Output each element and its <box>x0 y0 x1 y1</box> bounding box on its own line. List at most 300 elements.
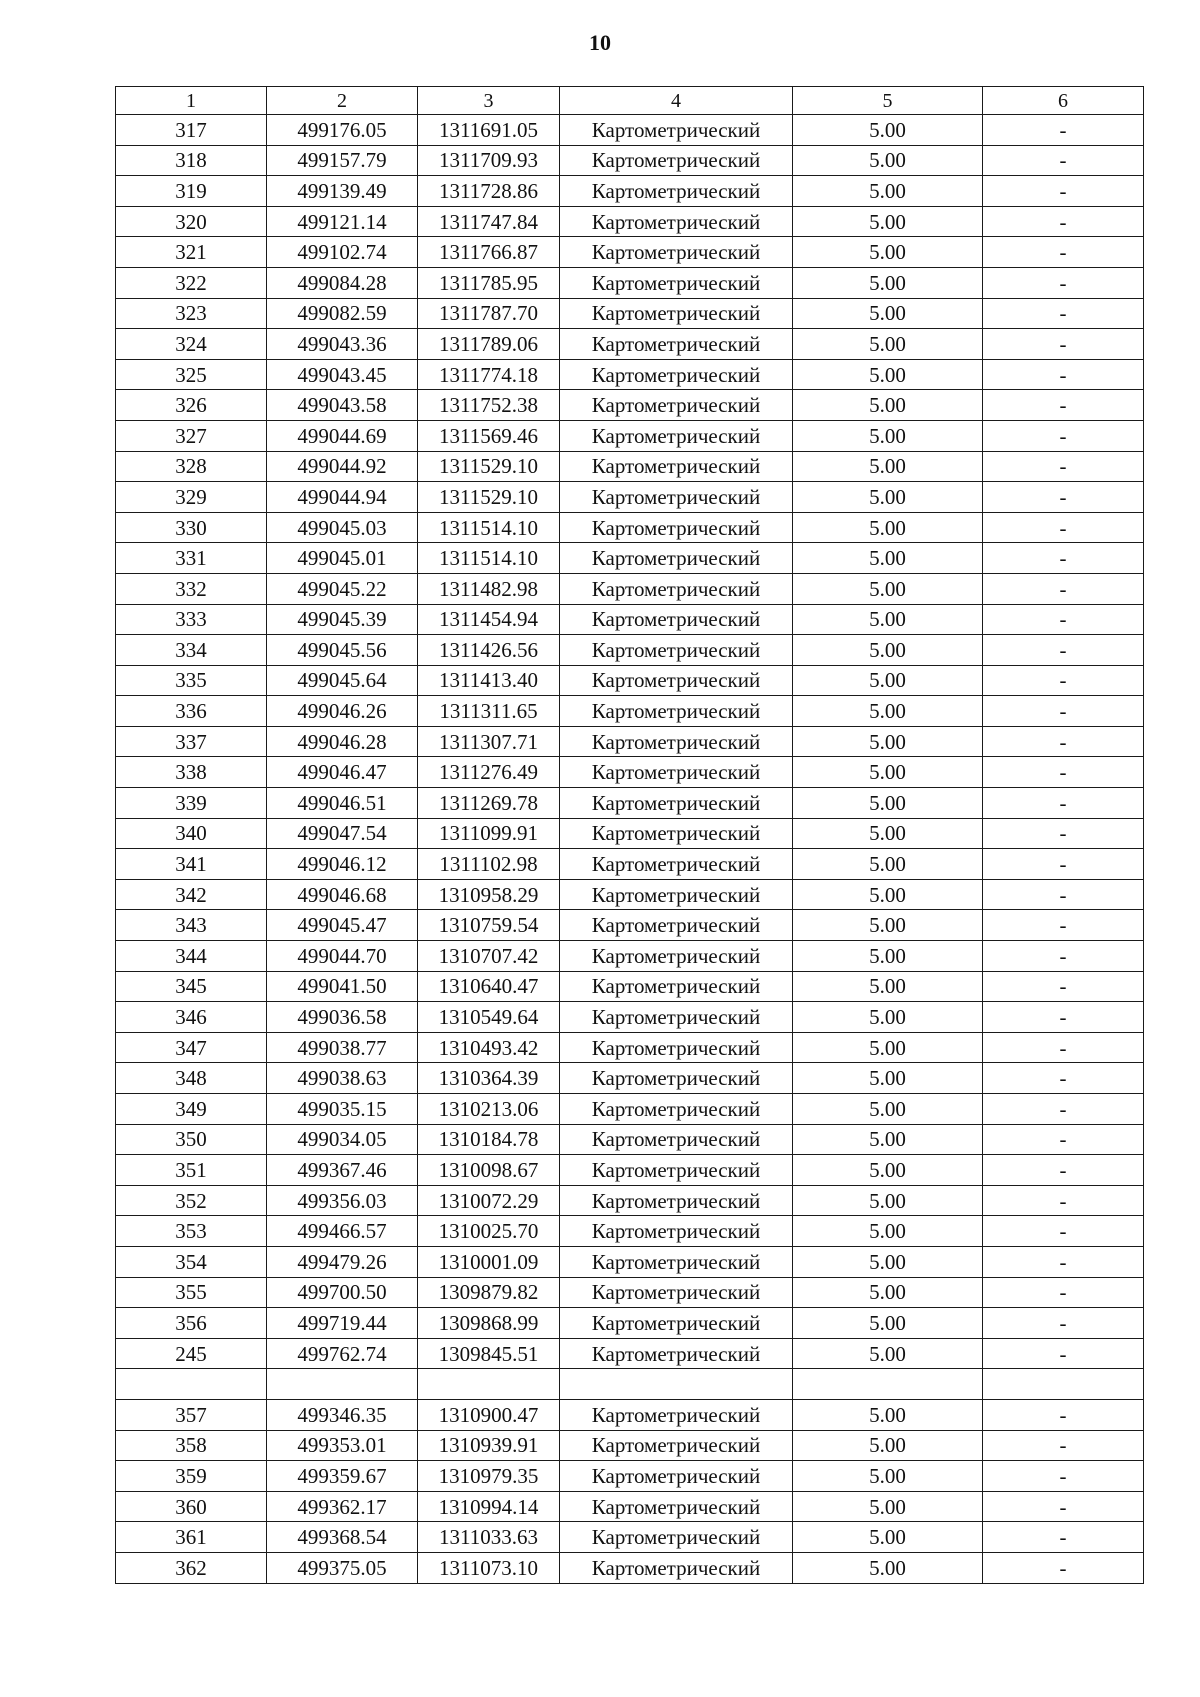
description-cell: - <box>983 879 1144 910</box>
point-number-cell: 359 <box>116 1461 267 1492</box>
y-coordinate-cell: 1311709.93 <box>418 145 560 176</box>
method-cell: Картометрический <box>560 604 793 635</box>
x-coordinate-cell: 499045.01 <box>267 543 418 574</box>
table-row <box>116 818 1144 849</box>
description-cell: - <box>983 1032 1144 1063</box>
table-row <box>116 1094 1144 1125</box>
method-cell <box>560 1369 793 1400</box>
point-number-cell: 354 <box>116 1246 267 1277</box>
description-cell: - <box>983 665 1144 696</box>
accuracy-cell: 5.00 <box>793 573 983 604</box>
accuracy-cell <box>793 1369 983 1400</box>
point-number-cell: 328 <box>116 451 267 482</box>
accuracy-cell: 5.00 <box>793 206 983 237</box>
x-coordinate-cell: 499121.14 <box>267 206 418 237</box>
method-cell: Картометрический <box>560 451 793 482</box>
accuracy-cell: 5.00 <box>793 390 983 421</box>
x-coordinate-cell <box>267 1369 418 1400</box>
point-number-cell: 353 <box>116 1216 267 1247</box>
point-number-cell: 355 <box>116 1277 267 1308</box>
accuracy-cell: 5.00 <box>793 1308 983 1339</box>
y-coordinate-cell: 1310958.29 <box>418 879 560 910</box>
accuracy-cell: 5.00 <box>793 1155 983 1186</box>
method-cell: Картометрический <box>560 1399 793 1430</box>
x-coordinate-cell: 499044.92 <box>267 451 418 482</box>
table-row <box>116 1430 1144 1461</box>
x-coordinate-cell: 499038.63 <box>267 1063 418 1094</box>
x-coordinate-cell: 499359.67 <box>267 1461 418 1492</box>
header-row <box>116 87 1144 115</box>
description-cell: - <box>983 1308 1144 1339</box>
point-number-cell: 345 <box>116 971 267 1002</box>
column-header-4: 4 <box>560 87 793 115</box>
y-coordinate-cell: 1311413.40 <box>418 665 560 696</box>
table-row <box>116 359 1144 390</box>
x-coordinate-cell: 499102.74 <box>267 237 418 268</box>
accuracy-cell: 5.00 <box>793 1032 983 1063</box>
accuracy-cell: 5.00 <box>793 971 983 1002</box>
method-cell: Картометрический <box>560 1216 793 1247</box>
coordinates-table <box>115 86 1144 1584</box>
table-row <box>116 1338 1144 1369</box>
point-number-cell: 322 <box>116 267 267 298</box>
method-cell: Картометрический <box>560 1461 793 1492</box>
description-cell: - <box>983 543 1144 574</box>
y-coordinate-cell: 1310072.29 <box>418 1185 560 1216</box>
accuracy-cell: 5.00 <box>793 298 983 329</box>
table-row <box>116 1216 1144 1247</box>
x-coordinate-cell: 499700.50 <box>267 1277 418 1308</box>
table-row <box>116 543 1144 574</box>
table-row <box>116 390 1144 421</box>
y-coordinate-cell: 1311529.10 <box>418 482 560 513</box>
description-cell: - <box>983 115 1144 146</box>
point-number-cell: 343 <box>116 910 267 941</box>
description-cell: - <box>983 818 1144 849</box>
table-row <box>116 879 1144 910</box>
y-coordinate-cell: 1311311.65 <box>418 696 560 727</box>
table-row <box>116 145 1144 176</box>
accuracy-cell: 5.00 <box>793 543 983 574</box>
accuracy-cell: 5.00 <box>793 1063 983 1094</box>
description-cell: - <box>983 237 1144 268</box>
method-cell: Картометрический <box>560 849 793 880</box>
x-coordinate-cell: 499043.58 <box>267 390 418 421</box>
accuracy-cell: 5.00 <box>793 1461 983 1492</box>
method-cell: Картометрический <box>560 696 793 727</box>
table-row <box>116 1185 1144 1216</box>
point-number-cell: 339 <box>116 788 267 819</box>
table-body <box>116 115 1144 1584</box>
y-coordinate-cell: 1311514.10 <box>418 512 560 543</box>
method-cell: Картометрический <box>560 1185 793 1216</box>
method-cell: Картометрический <box>560 1277 793 1308</box>
point-number-cell: 342 <box>116 879 267 910</box>
accuracy-cell: 5.00 <box>793 1124 983 1155</box>
accuracy-cell: 5.00 <box>793 420 983 451</box>
method-cell: Картометрический <box>560 420 793 451</box>
y-coordinate-cell: 1311766.87 <box>418 237 560 268</box>
x-coordinate-cell: 499176.05 <box>267 115 418 146</box>
description-cell: - <box>983 451 1144 482</box>
y-coordinate-cell: 1311774.18 <box>418 359 560 390</box>
table-row <box>116 696 1144 727</box>
y-coordinate-cell: 1310939.91 <box>418 1430 560 1461</box>
method-cell: Картометрический <box>560 1338 793 1369</box>
method-cell: Картометрический <box>560 971 793 1002</box>
point-number-cell: 348 <box>116 1063 267 1094</box>
point-number-cell: 326 <box>116 390 267 421</box>
y-coordinate-cell: 1311787.70 <box>418 298 560 329</box>
y-coordinate-cell: 1310001.09 <box>418 1246 560 1277</box>
y-coordinate-cell: 1311102.98 <box>418 849 560 880</box>
x-coordinate-cell: 499034.05 <box>267 1124 418 1155</box>
y-coordinate-cell: 1311752.38 <box>418 390 560 421</box>
method-cell: Картометрический <box>560 1063 793 1094</box>
accuracy-cell: 5.00 <box>793 145 983 176</box>
accuracy-cell: 5.00 <box>793 1522 983 1553</box>
accuracy-cell: 5.00 <box>793 941 983 972</box>
point-number-cell: 350 <box>116 1124 267 1155</box>
x-coordinate-cell: 499082.59 <box>267 298 418 329</box>
description-cell: - <box>983 145 1144 176</box>
x-coordinate-cell: 499044.94 <box>267 482 418 513</box>
description-cell: - <box>983 1094 1144 1125</box>
description-cell: - <box>983 1246 1144 1277</box>
table-row <box>116 1369 1144 1400</box>
table-row <box>116 1032 1144 1063</box>
method-cell: Картометрический <box>560 1430 793 1461</box>
accuracy-cell: 5.00 <box>793 635 983 666</box>
description-cell: - <box>983 604 1144 635</box>
point-number-cell: 338 <box>116 757 267 788</box>
description-cell: - <box>983 1277 1144 1308</box>
column-header-5: 5 <box>793 87 983 115</box>
description-cell: - <box>983 512 1144 543</box>
accuracy-cell: 5.00 <box>793 879 983 910</box>
x-coordinate-cell: 499035.15 <box>267 1094 418 1125</box>
table-row <box>116 573 1144 604</box>
x-coordinate-cell: 499046.68 <box>267 879 418 910</box>
x-coordinate-cell: 499046.26 <box>267 696 418 727</box>
method-cell: Картометрический <box>560 1124 793 1155</box>
table-row <box>116 1552 1144 1583</box>
description-cell: - <box>983 1124 1144 1155</box>
y-coordinate-cell: 1311276.49 <box>418 757 560 788</box>
y-coordinate-cell: 1310184.78 <box>418 1124 560 1155</box>
description-cell: - <box>983 910 1144 941</box>
point-number-cell: 356 <box>116 1308 267 1339</box>
accuracy-cell: 5.00 <box>793 1491 983 1522</box>
y-coordinate-cell: 1311691.05 <box>418 115 560 146</box>
x-coordinate-cell: 499046.51 <box>267 788 418 819</box>
method-cell: Картометрический <box>560 390 793 421</box>
description-cell: - <box>983 1002 1144 1033</box>
description-cell: - <box>983 482 1144 513</box>
x-coordinate-cell: 499044.70 <box>267 941 418 972</box>
point-number-cell: 330 <box>116 512 267 543</box>
x-coordinate-cell: 499036.58 <box>267 1002 418 1033</box>
method-cell: Картометрический <box>560 635 793 666</box>
table-row <box>116 451 1144 482</box>
method-cell: Картометрический <box>560 298 793 329</box>
description-cell: - <box>983 298 1144 329</box>
y-coordinate-cell: 1310640.47 <box>418 971 560 1002</box>
y-coordinate-cell: 1311269.78 <box>418 788 560 819</box>
x-coordinate-cell: 499038.77 <box>267 1032 418 1063</box>
x-coordinate-cell: 499346.35 <box>267 1399 418 1430</box>
method-cell: Картометрический <box>560 267 793 298</box>
y-coordinate-cell: 1310213.06 <box>418 1094 560 1125</box>
method-cell: Картометрический <box>560 145 793 176</box>
x-coordinate-cell: 499368.54 <box>267 1522 418 1553</box>
method-cell: Картометрический <box>560 879 793 910</box>
method-cell: Картометрический <box>560 757 793 788</box>
accuracy-cell: 5.00 <box>793 267 983 298</box>
x-coordinate-cell: 499045.03 <box>267 512 418 543</box>
y-coordinate-cell: 1311728.86 <box>418 176 560 207</box>
accuracy-cell: 5.00 <box>793 818 983 849</box>
accuracy-cell: 5.00 <box>793 329 983 360</box>
description-cell: - <box>983 1552 1144 1583</box>
y-coordinate-cell: 1311482.98 <box>418 573 560 604</box>
method-cell: Картометрический <box>560 1246 793 1277</box>
method-cell: Картометрический <box>560 910 793 941</box>
y-coordinate-cell: 1309868.99 <box>418 1308 560 1339</box>
point-number-cell: 347 <box>116 1032 267 1063</box>
table-row <box>116 115 1144 146</box>
table-row <box>116 1155 1144 1186</box>
description-cell: - <box>983 206 1144 237</box>
description-cell: - <box>983 1216 1144 1247</box>
point-number-cell: 337 <box>116 726 267 757</box>
x-coordinate-cell: 499043.36 <box>267 329 418 360</box>
point-number-cell: 349 <box>116 1094 267 1125</box>
accuracy-cell: 5.00 <box>793 176 983 207</box>
x-coordinate-cell: 499047.54 <box>267 818 418 849</box>
table-row <box>116 1522 1144 1553</box>
accuracy-cell: 5.00 <box>793 482 983 513</box>
x-coordinate-cell: 499044.69 <box>267 420 418 451</box>
description-cell: - <box>983 696 1144 727</box>
accuracy-cell: 5.00 <box>793 1216 983 1247</box>
accuracy-cell: 5.00 <box>793 1094 983 1125</box>
table-row <box>116 757 1144 788</box>
table-row <box>116 665 1144 696</box>
table-row <box>116 1002 1144 1033</box>
description-cell: - <box>983 1399 1144 1430</box>
accuracy-cell: 5.00 <box>793 1246 983 1277</box>
table-row <box>116 635 1144 666</box>
point-number-cell: 361 <box>116 1522 267 1553</box>
table-row <box>116 1124 1144 1155</box>
method-cell: Картометрический <box>560 1155 793 1186</box>
x-coordinate-cell: 499367.46 <box>267 1155 418 1186</box>
column-header-6: 6 <box>983 87 1144 115</box>
table-row <box>116 237 1144 268</box>
y-coordinate-cell: 1310025.70 <box>418 1216 560 1247</box>
table-row <box>116 849 1144 880</box>
y-coordinate-cell: 1309845.51 <box>418 1338 560 1369</box>
description-cell: - <box>983 1155 1144 1186</box>
description-cell: - <box>983 1063 1144 1094</box>
y-coordinate-cell: 1310364.39 <box>418 1063 560 1094</box>
point-number-cell: 340 <box>116 818 267 849</box>
y-coordinate-cell: 1310759.54 <box>418 910 560 941</box>
x-coordinate-cell: 499157.79 <box>267 145 418 176</box>
accuracy-cell: 5.00 <box>793 757 983 788</box>
method-cell: Картометрический <box>560 206 793 237</box>
table-row <box>116 726 1144 757</box>
table-row <box>116 1399 1144 1430</box>
y-coordinate-cell: 1311073.10 <box>418 1552 560 1583</box>
description-cell: - <box>983 1491 1144 1522</box>
method-cell: Картометрический <box>560 1491 793 1522</box>
method-cell: Картометрический <box>560 1522 793 1553</box>
accuracy-cell: 5.00 <box>793 1338 983 1369</box>
description-cell: - <box>983 788 1144 819</box>
accuracy-cell: 5.00 <box>793 1552 983 1583</box>
method-cell: Картометрический <box>560 1002 793 1033</box>
y-coordinate-cell: 1310493.42 <box>418 1032 560 1063</box>
accuracy-cell: 5.00 <box>793 726 983 757</box>
accuracy-cell: 5.00 <box>793 665 983 696</box>
y-coordinate-cell: 1311033.63 <box>418 1522 560 1553</box>
table-row <box>116 329 1144 360</box>
point-number-cell: 324 <box>116 329 267 360</box>
accuracy-cell: 5.00 <box>793 604 983 635</box>
method-cell: Картометрический <box>560 818 793 849</box>
table-row <box>116 604 1144 635</box>
accuracy-cell: 5.00 <box>793 1399 983 1430</box>
y-coordinate-cell: 1311569.46 <box>418 420 560 451</box>
point-number-cell: 352 <box>116 1185 267 1216</box>
table-row <box>116 910 1144 941</box>
method-cell: Картометрический <box>560 176 793 207</box>
table-row <box>116 206 1144 237</box>
x-coordinate-cell: 499362.17 <box>267 1491 418 1522</box>
description-cell: - <box>983 849 1144 880</box>
y-coordinate-cell: 1310549.64 <box>418 1002 560 1033</box>
point-number-cell: 346 <box>116 1002 267 1033</box>
point-number-cell: 319 <box>116 176 267 207</box>
x-coordinate-cell: 499041.50 <box>267 971 418 1002</box>
point-number-cell: 245 <box>116 1338 267 1369</box>
x-coordinate-cell: 499046.12 <box>267 849 418 880</box>
method-cell: Картометрический <box>560 726 793 757</box>
point-number-cell <box>116 1369 267 1400</box>
x-coordinate-cell: 499375.05 <box>267 1552 418 1583</box>
y-coordinate-cell: 1310994.14 <box>418 1491 560 1522</box>
accuracy-cell: 5.00 <box>793 1277 983 1308</box>
y-coordinate-cell: 1311426.56 <box>418 635 560 666</box>
description-cell: - <box>983 941 1144 972</box>
accuracy-cell: 5.00 <box>793 115 983 146</box>
method-cell: Картометрический <box>560 788 793 819</box>
description-cell: - <box>983 635 1144 666</box>
y-coordinate-cell: 1310098.67 <box>418 1155 560 1186</box>
y-coordinate-cell: 1309879.82 <box>418 1277 560 1308</box>
y-coordinate-cell: 1311529.10 <box>418 451 560 482</box>
y-coordinate-cell: 1311747.84 <box>418 206 560 237</box>
x-coordinate-cell: 499466.57 <box>267 1216 418 1247</box>
point-number-cell: 336 <box>116 696 267 727</box>
description-cell: - <box>983 420 1144 451</box>
point-number-cell: 357 <box>116 1399 267 1430</box>
description-cell: - <box>983 726 1144 757</box>
y-coordinate-cell: 1311785.95 <box>418 267 560 298</box>
description-cell: - <box>983 1461 1144 1492</box>
table-row <box>116 1461 1144 1492</box>
description-cell: - <box>983 267 1144 298</box>
description-cell: - <box>983 1185 1144 1216</box>
method-cell: Картометрический <box>560 573 793 604</box>
method-cell: Картометрический <box>560 1032 793 1063</box>
x-coordinate-cell: 499045.22 <box>267 573 418 604</box>
accuracy-cell: 5.00 <box>793 237 983 268</box>
x-coordinate-cell: 499045.56 <box>267 635 418 666</box>
point-number-cell: 358 <box>116 1430 267 1461</box>
accuracy-cell: 5.00 <box>793 696 983 727</box>
method-cell: Картометрический <box>560 512 793 543</box>
table-row <box>116 420 1144 451</box>
x-coordinate-cell: 499719.44 <box>267 1308 418 1339</box>
y-coordinate-cell <box>418 1369 560 1400</box>
table-row <box>116 1308 1144 1339</box>
y-coordinate-cell: 1311307.71 <box>418 726 560 757</box>
point-number-cell: 329 <box>116 482 267 513</box>
x-coordinate-cell: 499353.01 <box>267 1430 418 1461</box>
accuracy-cell: 5.00 <box>793 1185 983 1216</box>
method-cell: Картометрический <box>560 359 793 390</box>
description-cell: - <box>983 329 1144 360</box>
accuracy-cell: 5.00 <box>793 359 983 390</box>
x-coordinate-cell: 499139.49 <box>267 176 418 207</box>
description-cell: - <box>983 1338 1144 1369</box>
point-number-cell: 341 <box>116 849 267 880</box>
description-cell <box>983 1369 1144 1400</box>
point-number-cell: 351 <box>116 1155 267 1186</box>
y-coordinate-cell: 1311514.10 <box>418 543 560 574</box>
y-coordinate-cell: 1310979.35 <box>418 1461 560 1492</box>
point-number-cell: 323 <box>116 298 267 329</box>
y-coordinate-cell: 1311789.06 <box>418 329 560 360</box>
method-cell: Картометрический <box>560 482 793 513</box>
table-row <box>116 971 1144 1002</box>
y-coordinate-cell: 1310707.42 <box>418 941 560 972</box>
table-row <box>116 1491 1144 1522</box>
accuracy-cell: 5.00 <box>793 788 983 819</box>
description-cell: - <box>983 573 1144 604</box>
point-number-cell: 331 <box>116 543 267 574</box>
x-coordinate-cell: 499045.64 <box>267 665 418 696</box>
accuracy-cell: 5.00 <box>793 1002 983 1033</box>
x-coordinate-cell: 499762.74 <box>267 1338 418 1369</box>
method-cell: Картометрический <box>560 543 793 574</box>
y-coordinate-cell: 1311454.94 <box>418 604 560 635</box>
y-coordinate-cell: 1310900.47 <box>418 1399 560 1430</box>
table-row <box>116 298 1144 329</box>
point-number-cell: 325 <box>116 359 267 390</box>
column-header-3: 3 <box>418 87 560 115</box>
table-row <box>116 176 1144 207</box>
accuracy-cell: 5.00 <box>793 451 983 482</box>
point-number-cell: 344 <box>116 941 267 972</box>
method-cell: Картометрический <box>560 1094 793 1125</box>
x-coordinate-cell: 499084.28 <box>267 267 418 298</box>
table-row <box>116 482 1144 513</box>
accuracy-cell: 5.00 <box>793 849 983 880</box>
